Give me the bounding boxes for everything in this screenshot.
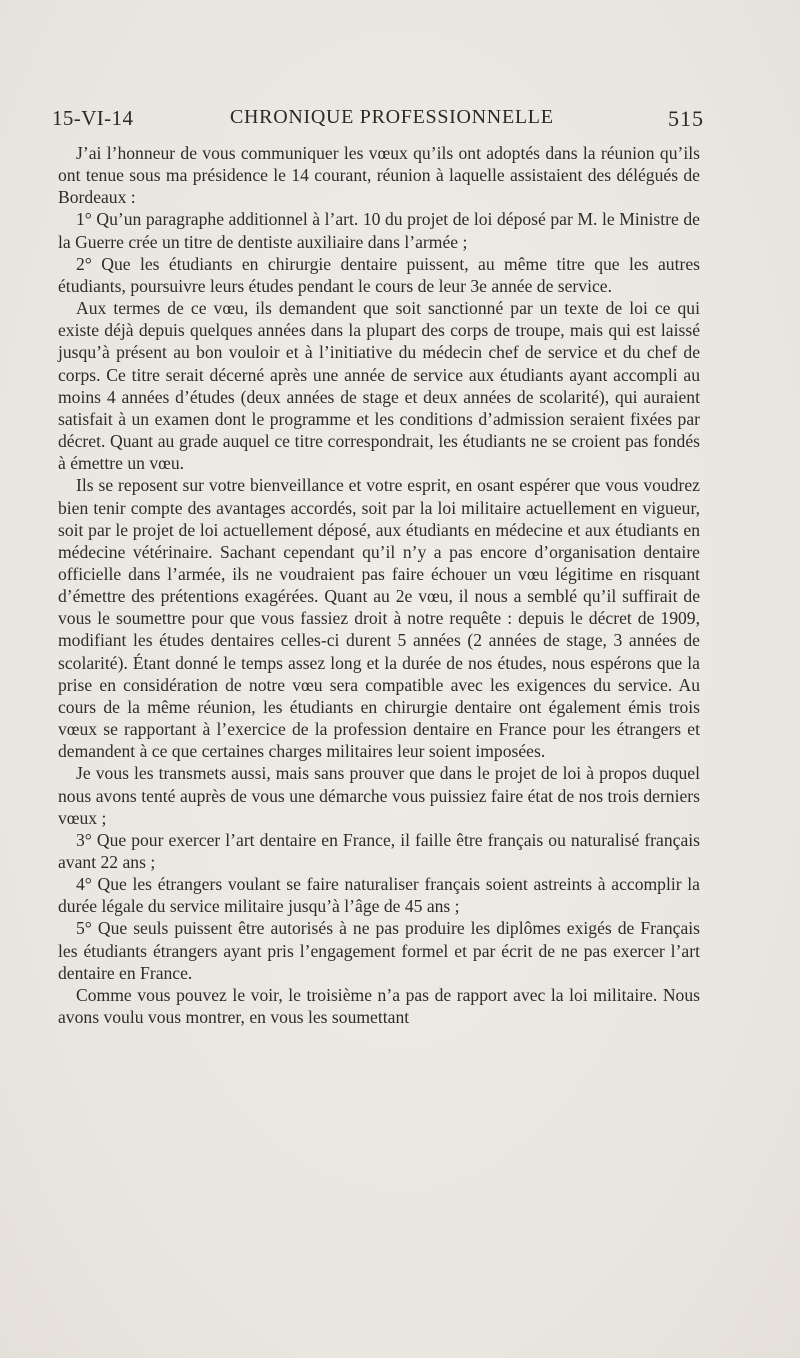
paragraph: 4° Que les étrangers voulant se faire naturaliser français soient astreints à accomplir la durée légale du service militaire jusqu’à l’âge de 45 ans ; [58,874,700,917]
paragraph: 1° Qu’un paragraphe additionnel à l’art. 10 du projet de loi déposé par M. le Ministre de la Guerre crée un titre de dentiste auxiliaire dans l’armée ; [58,209,700,252]
header-section-title: CHRONIQUE PROFESSIONNELLE [230,106,554,128]
paragraph: Comme vous pouvez le voir, le troisième n’a pas de rapport avec la loi militaire. Nous avons voulu vous montrer, en vous les soumettant [58,984,700,1028]
page-number: 515 [668,106,704,131]
body-text [58,142,700,1028]
paragraph: 5° Que seuls puissent être autorisés à ne pas produire les diplômes exigés de Français les étudiants étrangers ayant pris l’engagement formel et par écrit de ne pas exercer l’art dentaire en France. [58,918,700,983]
running-head [52,104,704,134]
paragraph: Ils se reposent sur votre bienveillance et votre esprit, en osant espérer que vous voudrez bien tenir compte des avantages accordés, soit par la loi militaire actuellement en vigueur, soit par le projet de loi actuellement déposé, aux étudiants en médecine et aux étudiants en médecine vétérinaire. Sachant cependant qu’il n’y a pas encore d’organisation dentaire officielle dans l’armée, ils ne voudraient pas faire échouer un vœu légitime en risquant d’émettre des prétentions exagérées. Quant au 2e vœu, il nous a semblé qu’il suffirait de vous le soumettre pour que vous fassiez droit à notre requête : depuis le décret de 1909, modifiant les études dentaires celles-ci durent 5 années (2 années de stage, 3 années de scolarité). Étant donné le temps assez long et la durée de nos études, nous espérons que la prise en considération de notre vœu sera compatible avec les exigences du service. Au cours de la même réunion, les étudiants en chirurgie dentaire ont également émis trois vœux se rapportant à l’exercice de la profession dentaire en France pour les étrangers et demandent à ce que certaines charges militaires leur soient imposées. [58,475,700,762]
paragraph: 3° Que pour exercer l’art dentaire en France, il faille être français ou naturalisé français avant 22 ans ; [58,829,700,872]
paragraph: J’ai l’honneur de vous communiquer les vœux qu’ils ont adoptés dans la réunion qu’ils ont tenue sous ma présidence le 14 courant, réunion à laquelle assistaient des délégués de Bordeaux : [58,143,700,208]
paragraph: Je vous les transmets aussi, mais sans prouver que dans le projet de loi à propos duquel nous avons tenté auprès de vous une démarche vous puissiez faire état de nos trois derniers vœux ; [58,763,700,828]
header-date: 15-VI-14 [52,106,134,130]
paragraph: 2° Que les étudiants en chirurgie dentaire puissent, au même titre que les autres étudiants, poursuivre leurs études pendant le cours de leur 3e année de service. [58,253,700,296]
paragraph: Aux termes de ce vœu, ils demandent que soit sanctionné par un texte de loi ce qui existe déjà depuis quelques années dans la plupart des corps de troupe, mais qui est laissé jusqu’à présent au bon vouloir et à l’initiative du médecin chef de service et du chef de corps. Ce titre serait décerné après une année de service aux étudiants ayant accompli au moins 4 années d’études (deux années de stage et deux années de scolarité), qui auraient satisfait à un examen dont le programme et les conditions d’admission seraient fixées par décret. Quant au grade auquel ce titre correspondrait, les étudiants ne se croient pas fondés à émettre un vœu. [58,298,700,474]
